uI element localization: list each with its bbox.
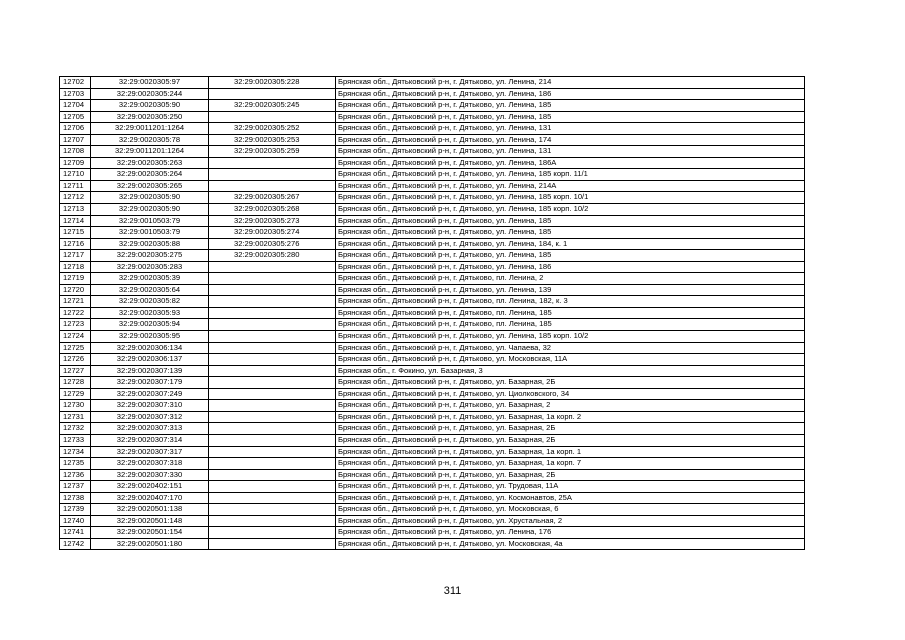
address-cell: Брянская обл., Дятьковский р-н, г. Дятьково, ул. Ленина, 185: [336, 227, 805, 239]
previous-number-cell: 32:29:0020305:252: [209, 123, 336, 135]
address-cell: Брянская обл., Дятьковский р-н, г. Дятьково, ул. Ленина, 139: [336, 284, 805, 296]
table-body: [60, 77, 805, 550]
table-row: [60, 400, 805, 412]
previous-number-cell: [209, 319, 336, 331]
previous-number-cell: [209, 331, 336, 343]
table-row: [60, 319, 805, 331]
cadastral-number-cell: 32:29:0020307:330: [91, 469, 209, 481]
cadastral-number-cell: 32:29:0020407:170: [91, 492, 209, 504]
previous-number-cell: [209, 469, 336, 481]
cadastral-number-cell: 32:29:0020501:148: [91, 515, 209, 527]
row-number-cell: 12740: [60, 515, 91, 527]
previous-number-cell: [209, 400, 336, 412]
table-row: [60, 469, 805, 481]
row-number-cell: 12710: [60, 169, 91, 181]
previous-number-cell: 32:29:0020305:253: [209, 134, 336, 146]
row-number-cell: 12712: [60, 192, 91, 204]
previous-number-cell: [209, 527, 336, 539]
address-cell: Брянская обл., Дятьковский р-н, г. Дятьково, ул. Ленина, 185 корп. 10/2: [336, 331, 805, 343]
cadastral-number-cell: 32:29:0020306:137: [91, 354, 209, 366]
table-row: [60, 169, 805, 181]
previous-number-cell: [209, 307, 336, 319]
row-number-cell: 12718: [60, 261, 91, 273]
table-row: [60, 342, 805, 354]
address-cell: Брянская обл., г. Фокино, ул. Базарная, 3: [336, 365, 805, 377]
cadastral-number-cell: 32:29:0020306:134: [91, 342, 209, 354]
cadastral-number-cell: 32:29:0010503:79: [91, 215, 209, 227]
address-cell: Брянская обл., Дятьковский р-н, г. Дятьково, ул. Трудовая, 11А: [336, 481, 805, 493]
row-number-cell: 12703: [60, 88, 91, 100]
cadastral-number-cell: 32:29:0020307:314: [91, 434, 209, 446]
address-cell: Брянская обл., Дятьковский р-н, г. Дятьково, ул. Московская, 4а: [336, 538, 805, 550]
address-cell: Брянская обл., Дятьковский р-н, г. Дятьково, ул. Ленина, 185 корп. 10/1: [336, 192, 805, 204]
previous-number-cell: [209, 388, 336, 400]
address-cell: Брянская обл., Дятьковский р-н, г. Дятьково, пл. Ленина, 185: [336, 319, 805, 331]
table-row: [60, 446, 805, 458]
row-number-cell: 12711: [60, 180, 91, 192]
table-row: [60, 88, 805, 100]
address-cell: Брянская обл., Дятьковский р-н, г. Дятьково, ул. Чапаева, 32: [336, 342, 805, 354]
row-number-cell: 12723: [60, 319, 91, 331]
cadastral-number-cell: 32:29:0020307:312: [91, 411, 209, 423]
address-cell: Брянская обл., Дятьковский р-н, г. Дятьково, ул. Ленина, 185: [336, 111, 805, 123]
cadastral-number-cell: 32:29:0020305:283: [91, 261, 209, 273]
table-row: [60, 377, 805, 389]
cadastral-number-cell: 32:29:0020305:94: [91, 319, 209, 331]
previous-number-cell: [209, 515, 336, 527]
address-cell: Брянская обл., Дятьковский р-н, г. Дятьково, ул. Базарная, 1а корп. 2: [336, 411, 805, 423]
address-cell: Брянская обл., Дятьковский р-н, г. Дятьково, ул. Ленина, 184, к. 1: [336, 238, 805, 250]
table-row: [60, 123, 805, 135]
row-number-cell: 12725: [60, 342, 91, 354]
row-number-cell: 12739: [60, 504, 91, 516]
address-cell: Брянская обл., Дятьковский р-н, г. Дятьково, ул. Ленина, 185 корп. 10/2: [336, 204, 805, 216]
previous-number-cell: 32:29:0020305:274: [209, 227, 336, 239]
previous-number-cell: [209, 354, 336, 366]
cadastral-number-cell: 32:29:0020305:263: [91, 157, 209, 169]
address-cell: Брянская обл., Дятьковский р-н, г. Дятьково, ул. Базарная, 2Б: [336, 469, 805, 481]
previous-number-cell: [209, 111, 336, 123]
row-number-cell: 12722: [60, 307, 91, 319]
table-row: [60, 146, 805, 158]
table-row: [60, 100, 805, 112]
table-row: [60, 284, 805, 296]
address-cell: Брянская обл., Дятьковский р-н, г. Дятьково, пл. Ленина, 2: [336, 273, 805, 285]
previous-number-cell: [209, 284, 336, 296]
previous-number-cell: [209, 180, 336, 192]
address-cell: Брянская обл., Дятьковский р-н, г. Дятьково, пл. Ленина, 182, к. 3: [336, 296, 805, 308]
cadastral-number-cell: 32:29:0020305:90: [91, 192, 209, 204]
address-cell: Брянская обл., Дятьковский р-н, г. Дятьково, ул. Ленина, 186: [336, 261, 805, 273]
cadastral-number-cell: 32:29:0020305:88: [91, 238, 209, 250]
row-number-cell: 12720: [60, 284, 91, 296]
table-row: [60, 250, 805, 262]
cadastral-number-cell: 32:29:0020305:265: [91, 180, 209, 192]
table-row: [60, 538, 805, 550]
address-cell: Брянская обл., Дятьковский р-н, г. Дятьково, ул. Ленина, 186: [336, 88, 805, 100]
table-row: [60, 458, 805, 470]
table-row: [60, 354, 805, 366]
cadastral-number-cell: 32:29:0020305:275: [91, 250, 209, 262]
table-row: [60, 296, 805, 308]
cadastral-number-cell: 32:29:0020305:78: [91, 134, 209, 146]
row-number-cell: 12729: [60, 388, 91, 400]
previous-number-cell: 32:29:0020305:259: [209, 146, 336, 158]
table-row: [60, 307, 805, 319]
previous-number-cell: [209, 157, 336, 169]
address-cell: Брянская обл., Дятьковский р-н, г. Дятьково, ул. Московская, 11А: [336, 354, 805, 366]
address-cell: Брянская обл., Дятьковский р-н, г. Дятьково, ул. Ленина, 186А: [336, 157, 805, 169]
address-cell: Брянская обл., Дятьковский р-н, г. Дятьково, ул. Космонавтов, 25А: [336, 492, 805, 504]
address-cell: Брянская обл., Дятьковский р-н, г. Дятьково, ул. Ленина, 176: [336, 527, 805, 539]
row-number-cell: 12705: [60, 111, 91, 123]
table-row: [60, 227, 805, 239]
address-cell: Брянская обл., Дятьковский р-н, г. Дятьково, ул. Ленина, 185: [336, 100, 805, 112]
cadastral-number-cell: 32:29:0020305:90: [91, 100, 209, 112]
address-cell: Брянская обл., Дятьковский р-н, г. Дятьково, ул. Базарная, 1а корп. 1: [336, 446, 805, 458]
previous-number-cell: [209, 169, 336, 181]
table-row: [60, 504, 805, 516]
row-number-cell: 12714: [60, 215, 91, 227]
address-cell: Брянская обл., Дятьковский р-н, г. Дятьково, ул. Ленина, 185: [336, 215, 805, 227]
cadastral-number-cell: 32:29:0020307:318: [91, 458, 209, 470]
row-number-cell: 12716: [60, 238, 91, 250]
row-number-cell: 12736: [60, 469, 91, 481]
cadastral-number-cell: 32:29:0020501:154: [91, 527, 209, 539]
address-cell: Брянская обл., Дятьковский р-н, г. Дятьково, ул. Циолковского, 34: [336, 388, 805, 400]
table-row: [60, 434, 805, 446]
cadastral-number-cell: 32:29:0020307:317: [91, 446, 209, 458]
table-row: [60, 192, 805, 204]
registry-table: [59, 76, 805, 550]
row-number-cell: 12741: [60, 527, 91, 539]
cadastral-number-cell: 32:29:0020305:90: [91, 204, 209, 216]
cadastral-number-cell: 32:29:0020305:97: [91, 77, 209, 89]
cadastral-number-cell: 32:29:0020305:95: [91, 331, 209, 343]
table-row: [60, 481, 805, 493]
previous-number-cell: [209, 423, 336, 435]
cadastral-number-cell: 32:29:0011201:1264: [91, 123, 209, 135]
table-row: [60, 134, 805, 146]
address-cell: Брянская обл., Дятьковский р-н, г. Дятьково, ул. Ленина, 214: [336, 77, 805, 89]
row-number-cell: 12713: [60, 204, 91, 216]
table-row: [60, 411, 805, 423]
previous-number-cell: [209, 538, 336, 550]
address-cell: Брянская обл., Дятьковский р-н, г. Дятьково, ул. Ленина, 185: [336, 250, 805, 262]
address-cell: Брянская обл., Дятьковский р-н, г. Дятьково, ул. Хрустальная, 2: [336, 515, 805, 527]
cadastral-number-cell: 32:29:0020305:39: [91, 273, 209, 285]
row-number-cell: 12709: [60, 157, 91, 169]
previous-number-cell: [209, 504, 336, 516]
table-row: [60, 180, 805, 192]
row-number-cell: 12726: [60, 354, 91, 366]
table-row: [60, 388, 805, 400]
row-number-cell: 12734: [60, 446, 91, 458]
cadastral-number-cell: 32:29:0020307:179: [91, 377, 209, 389]
previous-number-cell: 32:29:0020305:267: [209, 192, 336, 204]
previous-number-cell: [209, 411, 336, 423]
cadastral-number-cell: 32:29:0020307:249: [91, 388, 209, 400]
table-row: [60, 157, 805, 169]
address-cell: Брянская обл., Дятьковский р-н, г. Дятьково, ул. Базарная, 2: [336, 400, 805, 412]
cadastral-number-cell: 32:29:0020307:139: [91, 365, 209, 377]
row-number-cell: 12730: [60, 400, 91, 412]
cadastral-number-cell: 32:29:0020305:93: [91, 307, 209, 319]
cadastral-number-cell: 32:29:0020402:151: [91, 481, 209, 493]
previous-number-cell: [209, 365, 336, 377]
address-cell: Брянская обл., Дятьковский р-н, г. Дятьково, ул. Ленина, 131: [336, 123, 805, 135]
cadastral-number-cell: 32:29:0010503:79: [91, 227, 209, 239]
table-row: [60, 365, 805, 377]
row-number-cell: 12702: [60, 77, 91, 89]
address-cell: Брянская обл., Дятьковский р-н, г. Дятьково, ул. Базарная, 2Б: [336, 434, 805, 446]
previous-number-cell: [209, 446, 336, 458]
address-cell: Брянская обл., Дятьковский р-н, г. Дятьково, ул. Ленина, 174: [336, 134, 805, 146]
table-row: [60, 492, 805, 504]
previous-number-cell: 32:29:0020305:228: [209, 77, 336, 89]
table-row: [60, 273, 805, 285]
row-number-cell: 12728: [60, 377, 91, 389]
previous-number-cell: [209, 377, 336, 389]
row-number-cell: 12737: [60, 481, 91, 493]
table-row: [60, 215, 805, 227]
table-row: [60, 261, 805, 273]
cadastral-number-cell: 32:29:0020307:313: [91, 423, 209, 435]
address-cell: Брянская обл., Дятьковский р-н, г. Дятьково, ул. Базарная, 2Б: [336, 377, 805, 389]
cadastral-number-cell: 32:29:0020305:82: [91, 296, 209, 308]
row-number-cell: 12706: [60, 123, 91, 135]
previous-number-cell: [209, 492, 336, 504]
row-number-cell: 12738: [60, 492, 91, 504]
table-row: [60, 111, 805, 123]
address-cell: Брянская обл., Дятьковский р-н, г. Дятьково, ул. Московская, 6: [336, 504, 805, 516]
cadastral-number-cell: 32:29:0011201:1264: [91, 146, 209, 158]
previous-number-cell: [209, 261, 336, 273]
previous-number-cell: [209, 273, 336, 285]
table-row: [60, 204, 805, 216]
row-number-cell: 12732: [60, 423, 91, 435]
row-number-cell: 12715: [60, 227, 91, 239]
row-number-cell: 12719: [60, 273, 91, 285]
table-row: [60, 77, 805, 89]
previous-number-cell: [209, 434, 336, 446]
page-number: 311: [443, 585, 462, 597]
previous-number-cell: [209, 296, 336, 308]
address-cell: Брянская обл., Дятьковский р-н, г. Дятьково, пл. Ленина, 185: [336, 307, 805, 319]
previous-number-cell: [209, 481, 336, 493]
cadastral-number-cell: 32:29:0020305:64: [91, 284, 209, 296]
cadastral-number-cell: 32:29:0020501:180: [91, 538, 209, 550]
previous-number-cell: [209, 342, 336, 354]
row-number-cell: 12735: [60, 458, 91, 470]
row-number-cell: 12717: [60, 250, 91, 262]
previous-number-cell: 32:29:0020305:245: [209, 100, 336, 112]
cadastral-number-cell: 32:29:0020305:250: [91, 111, 209, 123]
address-cell: Брянская обл., Дятьковский р-н, г. Дятьково, ул. Ленина, 214А: [336, 180, 805, 192]
row-number-cell: 12727: [60, 365, 91, 377]
previous-number-cell: 32:29:0020305:268: [209, 204, 336, 216]
row-number-cell: 12742: [60, 538, 91, 550]
cadastral-number-cell: 32:29:0020501:138: [91, 504, 209, 516]
row-number-cell: 12733: [60, 434, 91, 446]
address-cell: Брянская обл., Дятьковский р-н, г. Дятьково, ул. Ленина, 131: [336, 146, 805, 158]
row-number-cell: 12708: [60, 146, 91, 158]
address-cell: Брянская обл., Дятьковский р-н, г. Дятьково, ул. Базарная, 2Б: [336, 423, 805, 435]
address-cell: Брянская обл., Дятьковский р-н, г. Дятьково, ул. Ленина, 185 корп. 11/1: [336, 169, 805, 181]
table-row: [60, 527, 805, 539]
row-number-cell: 12721: [60, 296, 91, 308]
previous-number-cell: [209, 88, 336, 100]
table-row: [60, 238, 805, 250]
row-number-cell: 12707: [60, 134, 91, 146]
row-number-cell: 12704: [60, 100, 91, 112]
previous-number-cell: [209, 458, 336, 470]
previous-number-cell: 32:29:0020305:280: [209, 250, 336, 262]
address-cell: Брянская обл., Дятьковский р-н, г. Дятьково, ул. Базарная, 1а корп. 7: [336, 458, 805, 470]
previous-number-cell: 32:29:0020305:276: [209, 238, 336, 250]
cadastral-number-cell: 32:29:0020305:244: [91, 88, 209, 100]
table-row: [60, 515, 805, 527]
row-number-cell: 12731: [60, 411, 91, 423]
cadastral-number-cell: 32:29:0020305:264: [91, 169, 209, 181]
table-row: [60, 331, 805, 343]
table-row: [60, 423, 805, 435]
cadastral-number-cell: 32:29:0020307:310: [91, 400, 209, 412]
previous-number-cell: 32:29:0020305:273: [209, 215, 336, 227]
row-number-cell: 12724: [60, 331, 91, 343]
